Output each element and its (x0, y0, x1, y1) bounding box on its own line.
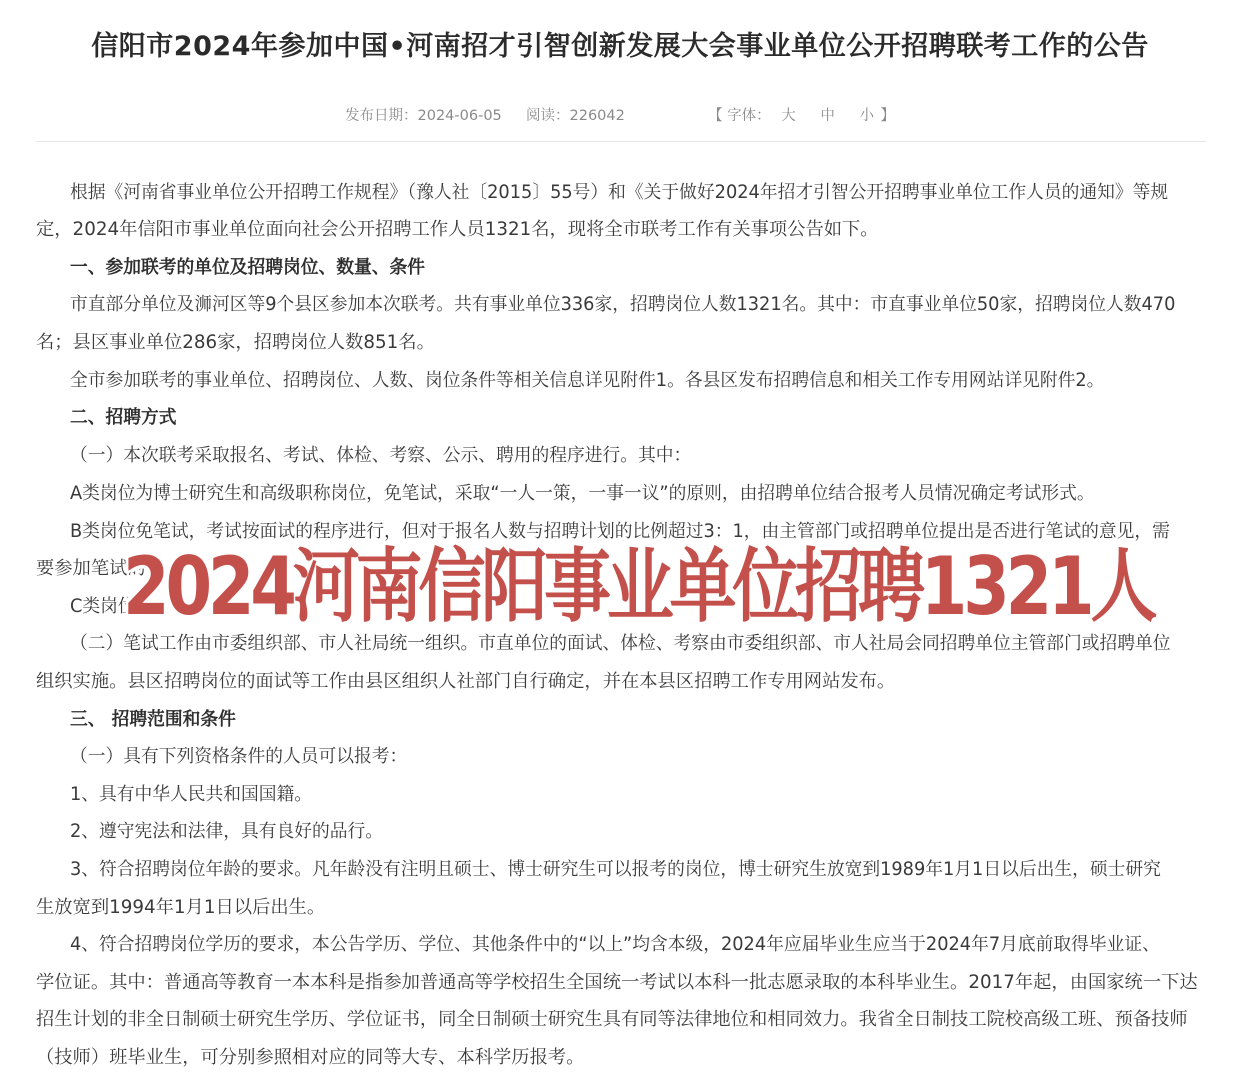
section-heading: 二、招聘方式 (70, 407, 177, 428)
body-line: 3、符合招聘岗位年龄的要求。凡年龄没有注明且硕士、博士研究生可以报考的岗位，博士研究生放宽到1989年1月1日以后出生，硕士研究 (70, 859, 1161, 880)
body-line: 1、具有中华人民共和国国籍。 (70, 784, 313, 805)
font-size-medium-button[interactable]: 中 (820, 108, 835, 124)
overlay-banner: 2024河南信阳事业单位招聘1321人 (122, 539, 1154, 633)
header-divider (36, 141, 1206, 142)
body-line: 要参加笔试的 (36, 558, 146, 579)
page-title: 信阳市2024年参加中国•河南招才引智创新发展大会事业单位公开招聘联考工作的公告 (91, 31, 1149, 62)
font-size-close-bracket: 】 (880, 108, 896, 124)
body-line: 学位证。其中：普通高等教育一本本科是指参加普通高等学校招生全国统一考试以本科一批志愿录取的本科毕业生。2017年起，由国家统一下达 (36, 972, 1198, 993)
body-line: （技师）班毕业生，可分别参照相对应的同等大专、本科学历报考。 (36, 1047, 585, 1068)
section-heading: 一、参加联考的单位及招聘岗位、数量、条件 (70, 257, 426, 278)
font-size-large-button[interactable]: 大 (781, 108, 796, 124)
body-line: A类岗位为博士研究生和高级职称岗位，免笔试，采取“一人一策，一事一议”的原则，由招聘单位结合报考人员情况确定考试形式。 (70, 483, 1095, 504)
body-line: 生放宽到1994年1月1日以后出生。 (36, 897, 326, 918)
publish-date: 发布日期：2024-06-05 (345, 108, 502, 124)
font-size-controls (708, 104, 895, 125)
body-line: （一）具有下列资格条件的人员可以报考： (70, 746, 408, 767)
body-line: 根据《河南省事业单位公开招聘工作规程》（豫人社〔2015〕55号）和《关于做好2024年招才引智公开招聘事业单位工作人员的通知》等规 (70, 182, 1169, 203)
body-line: B类岗位免笔试，考试按面试的程序进行，但对于报名人数与招聘计划的比例超过3：1，由主管部门或招聘单位提出是否进行笔试的意见，需 (70, 521, 1170, 542)
body-line: （二）笔试工作由市委组织部、市人社局统一组织。市直单位的面试、体检、考察由市委组织部、市人社局会同招聘单位主管部门或招聘单位 (70, 633, 1171, 654)
body-line: 2、遵守宪法和法律，具有良好的品行。 (70, 821, 384, 842)
body-line: 招生计划的非全日制硕士研究生学历、学位证书，同全日制硕士研究生具有同等法律地位和相同效力。我省全日制技工院校高级工班、预备技师 (36, 1009, 1188, 1030)
body-line: 4、符合招聘岗位学历的要求，本公告学历、学位、其他条件中的“以上”均含本级，2024年应届毕业生应当于2024年7月底前取得毕业证、 (70, 934, 1160, 955)
body-line: 组织实施。县区招聘岗位的面试等工作由县区组织人社部门自行确定，并在本县区招聘工作专用网站发布。 (36, 671, 896, 692)
body-line: C类岗位 (70, 596, 136, 617)
font-size-small-button[interactable]: 小 (859, 108, 874, 124)
body-line: （一）本次联考采取报名、考试、体检、考察、公示、聘用的程序进行。其中： (70, 445, 692, 466)
font-size-label: 【 字体： (708, 108, 771, 124)
read-count: 阅读：226042 (526, 108, 625, 124)
body-line: 名；县区事业单位286家，招聘岗位人数851名。 (36, 332, 435, 353)
section-heading: 三、 招聘范围和条件 (70, 709, 236, 730)
body-line: 定，2024年信阳市事业单位面向社会公开招聘工作人员1321名，现将全市联考工作有关事项公告如下。 (36, 219, 879, 240)
body-line: 全市参加联考的事业单位、招聘岗位、人数、岗位条件等相关信息详见附件1。各县区发布招聘信息和相关工作专用网站详见附件2。 (70, 370, 1105, 391)
body-line: 市直部分单位及浉河区等9个县区参加本次联考。共有事业单位336家，招聘岗位人数1321名。其中：市直事业单位50家，招聘岗位人数470 (70, 294, 1176, 315)
